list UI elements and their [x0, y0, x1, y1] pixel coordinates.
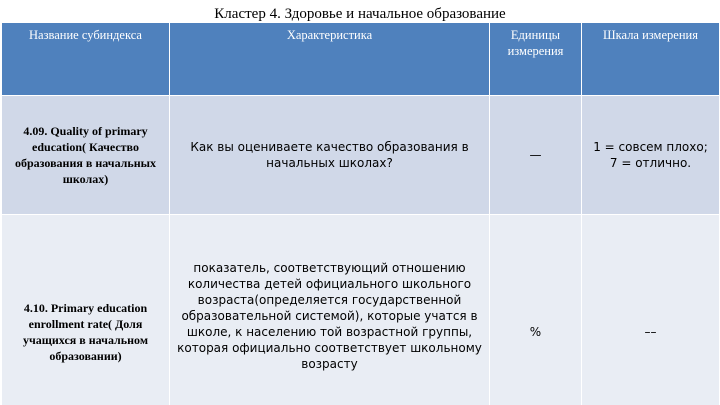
- subindex-name-cell: 4.10. Primary education enrollment rate( Доля учащихся в начальном образовании): [2, 215, 170, 405]
- characteristic-cell: Как вы оцениваете качество образования в начальных школах?: [170, 96, 490, 215]
- subindex-name-cell: 4.09. Quality of primary education( Качество образования в начальных школах): [2, 96, 170, 215]
- header-scale: Шкала измерения: [582, 23, 720, 96]
- table-header-row: [2, 23, 720, 96]
- scale-cell: 1 = совсем плохо; 7 = отлично.: [582, 96, 720, 215]
- scale-cell: ––: [582, 215, 720, 405]
- header-characteristic: Характеристика: [170, 23, 490, 96]
- slide-title: Кластер 4. Здоровье и начальное образование: [214, 6, 506, 22]
- header-subindex-name: Название субиндекса: [2, 23, 170, 96]
- table-row: [2, 215, 720, 405]
- characteristic-cell: показатель, соответствующий отношению количества детей официального школьного возраста(определяется государственной образовательной системой), которые учатся в школе, к населению той возрастной группы, которая официально соответствует школьному возрасту: [170, 215, 490, 405]
- subindex-table: [1, 22, 720, 405]
- unit-cell: %: [490, 215, 582, 405]
- table-row: [2, 96, 720, 215]
- header-units: Единицы измерения: [490, 23, 582, 96]
- unit-cell: —: [490, 96, 582, 215]
